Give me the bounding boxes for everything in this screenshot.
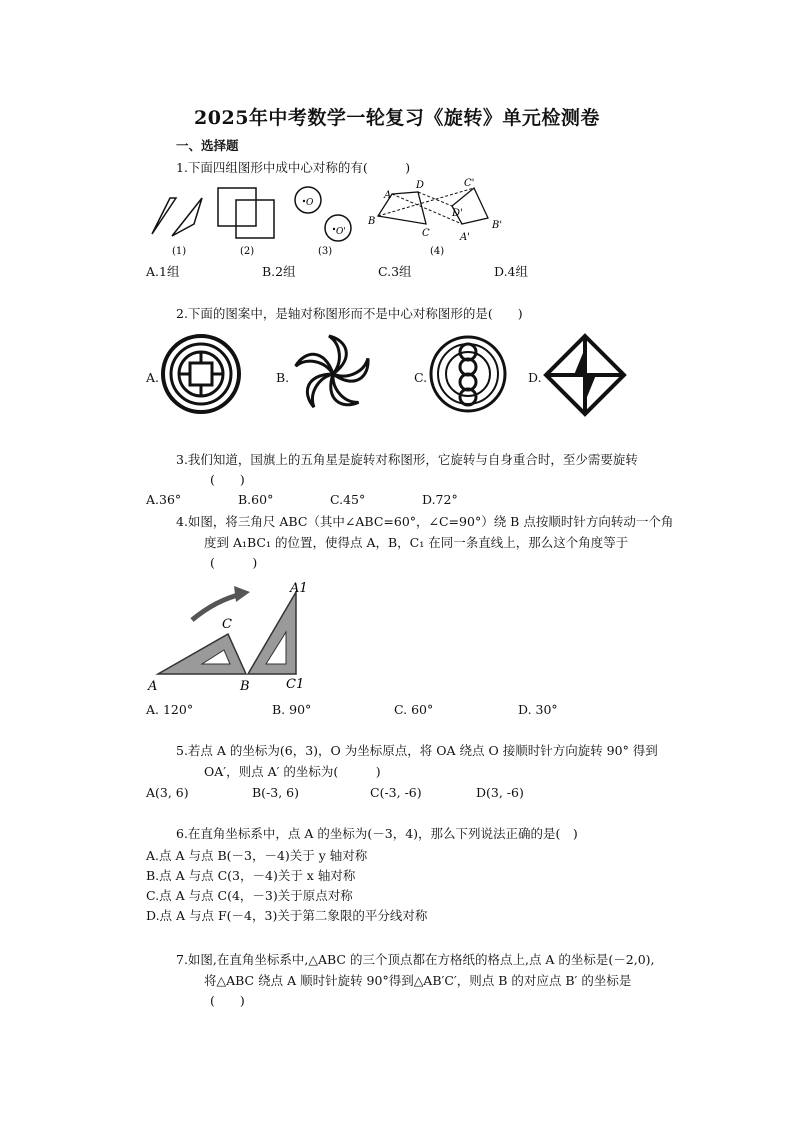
section-heading: 一、选择题 (176, 138, 239, 153)
q4-triangle-abc (158, 634, 246, 674)
q4-line2: 度到 A₁BC₁ 的位置，使得点 A，B，C₁ 在同一条直线上，那么这个角度等于 (204, 535, 629, 550)
q1-fig-label-4: (4) (430, 246, 445, 257)
q3-stem: 3.我们知道，国旗上的五角星是旋转对称图形，它旋转与自身重合时，至少需要旋转 (176, 452, 638, 467)
q7-line2: 将△ABC 绕点 A 顺时针旋转 90°得到△AB′C′，则点 B 的对应点 B′ 的坐标是 (204, 973, 632, 988)
page-title: 2025年中考数学一轮复习《旋转》单元检测卷 (194, 107, 600, 129)
q1-option-a: A.1组 (146, 264, 180, 279)
q4-option-d: D. 30° (518, 702, 558, 717)
q6-option-b: B.点 A 与点 C(3，－4)关于 x 轴对称 (146, 868, 356, 883)
q4-arrow-head (234, 586, 250, 602)
q2-fig-a-coin (160, 334, 242, 414)
q2-option-c: C. (414, 370, 428, 385)
q4-line1: 4.如图，将三角尺 ABC（其中∠ABC=60°，∠C=90°）绕 B 点按顺时针方向转动一个角 (176, 514, 674, 529)
q3-option-b: B.60° (238, 492, 274, 507)
q1-fig1-triangle-left (152, 198, 176, 234)
q4-option-c: C. 60° (394, 702, 434, 717)
q5-line1: 5.若点 A 的坐标为(6，3)，O 为坐标原点，将 OA 绕点 O 接顺时针方向旋转 90° 得到 (176, 743, 658, 758)
q1-fig1-triangle-right (172, 198, 202, 236)
q1-fig4-label-a: A (384, 190, 392, 201)
q2-option-d: D. (528, 370, 542, 385)
q1-fig4-label-d: D (416, 180, 425, 191)
q1-fig4-label-d-prime: D' (452, 208, 463, 219)
q1-figures (140, 178, 520, 260)
q1-fig-label-1: (1) (172, 246, 187, 257)
q4-blank: ( ) (210, 555, 258, 570)
q5-option-c: C(-3, -6) (370, 785, 422, 800)
q1-fig2-square-1 (218, 188, 256, 226)
q1-fig4-label-c: C (422, 228, 430, 239)
q1-fig2-square-2 (236, 200, 274, 238)
q4-option-b: B. 90° (272, 702, 312, 717)
q1-fig3-dot-o (303, 200, 305, 202)
q4-label-b: B (240, 679, 250, 694)
q6-option-d: D.点 A 与点 F(－4，3)关于第二象限的平分线对称 (146, 908, 428, 923)
q1-fig3-label-o: O (306, 198, 314, 208)
q1-fig4-label-b: B (368, 216, 376, 227)
q1-fig-label-2: (2) (240, 246, 255, 257)
q1-fig4-label-a-prime: A' (460, 232, 470, 243)
q2-option-a: A. (146, 370, 160, 385)
q4-label-a1: A1 (290, 581, 308, 596)
q3-blank: ( ) (210, 472, 245, 487)
q1-fig4-label-b-prime: B' (492, 220, 503, 231)
q1-option-b: B.2组 (262, 264, 296, 279)
q5-option-d: D(3, -6) (476, 785, 524, 800)
q3-option-c: C.45° (330, 492, 366, 507)
q6-option-a: A.点 A 与点 B(－3，－4)关于 y 轴对称 (146, 848, 368, 863)
q5-line2: OA′，则点 A′ 的坐标为( ) (204, 764, 381, 779)
q4-rotation-arrow (192, 594, 242, 620)
q5-option-a: A(3, 6) (146, 785, 189, 800)
q1-fig4-label-c-prime: C' (464, 178, 475, 189)
q1-stem: 1.下面四组图形中成中心对称的有( ) (176, 160, 411, 175)
q2-stem: 2.下面的图案中，是轴对称图形而不是中心对称图形的是( ) (176, 306, 523, 321)
q7-blank: ( ) (210, 993, 245, 1008)
q3-option-d: D.72° (422, 492, 458, 507)
q6-stem: 6.在直角坐标系中，点 A 的坐标为(－3，4)，那么下列说法正确的是( ) (176, 826, 578, 841)
q1-option-d: D.4组 (494, 264, 529, 279)
q6-option-c: C.点 A 与点 C(4，－3)关于原点对称 (146, 888, 353, 903)
q2-option-b: B. (276, 370, 290, 385)
q4-option-a: A. 120° (146, 702, 194, 717)
q2-fig-c-circles (428, 334, 508, 414)
q4-label-c1: C1 (286, 677, 305, 692)
q3-option-a: A.36° (146, 492, 182, 507)
q5-option-b: B(-3, 6) (252, 785, 300, 800)
q4-label-c: C (222, 617, 232, 632)
q2-fig-b-pinwheel (290, 332, 376, 416)
q7-line1: 7.如图,在直角坐标系中,△ABC 的三个顶点都在方格纸的格点上,点 A 的坐标是(－2,0), (176, 952, 655, 967)
q1-fig3-dot-o-prime (333, 228, 335, 230)
q1-fig4-dash-3 (418, 192, 452, 206)
q4-figure (144, 578, 324, 694)
q1-fig3-label-o-prime: O' (336, 227, 346, 237)
q4-label-a: A (148, 679, 158, 694)
q2-fig-d-diamond (544, 334, 626, 416)
q1-option-c: C.3组 (378, 264, 412, 279)
q1-fig-label-3: (3) (318, 246, 333, 257)
